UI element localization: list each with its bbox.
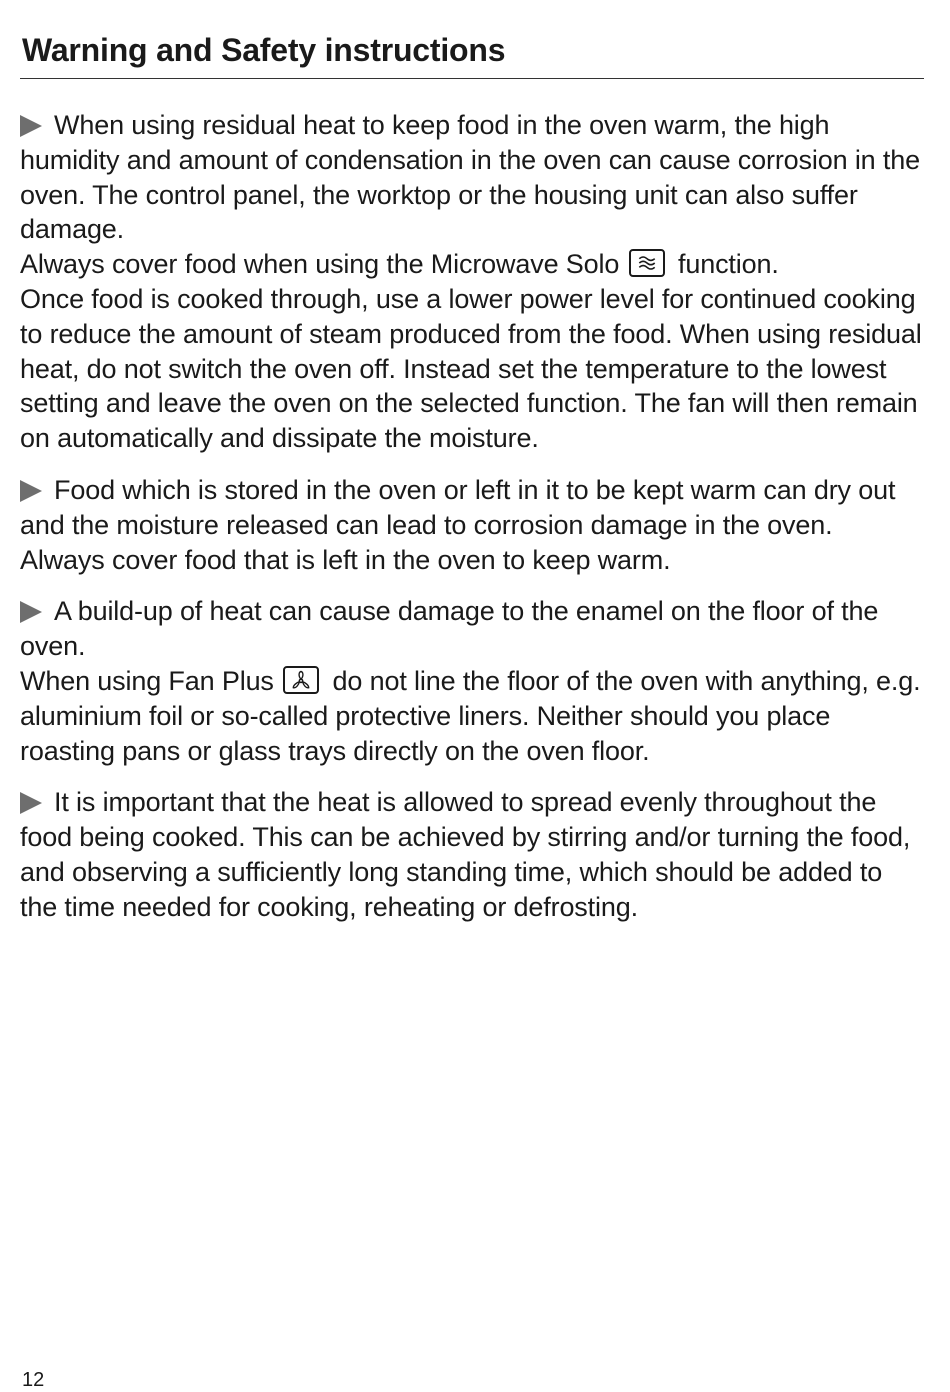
paragraph-text: Food which is stored in the oven or left in it to be kept warm can dry out and the moisture released can lead to corrosion damage in the oven.: [20, 474, 896, 540]
paragraph-text: Always cover food that is left in the oven to keep warm.: [20, 544, 671, 575]
paragraph: [20, 473, 924, 543]
paragraph-text: It is important that the heat is allowed to spread evenly throughout the food being cooked. This can be achieved by stirring and/or turning the food, and observing a sufficiently long standing time, which should be added to the time needed for cooking, reheating or defrosting.: [20, 787, 911, 922]
paragraph: [20, 785, 924, 924]
paragraph: [20, 282, 924, 456]
safety-section-heat-buildup: [20, 594, 924, 768]
triangle-bullet-icon: [20, 480, 42, 502]
paragraph: [20, 664, 924, 768]
fan-plus-icon: [283, 666, 319, 694]
paragraph-text: Once food is cooked through, use a lower power level for continued cooking to reduce the amount of steam produced from the food. When using residual heat, do not switch the oven off. Instead set the temperature to the lowest setting and leave the oven on the selected function. The fan will then remain on automatically and dissipate the moisture.: [20, 283, 922, 454]
safety-section-stored-food: [20, 473, 924, 577]
paragraph-text: Always cover food when using the Microwave Solo: [20, 249, 620, 280]
triangle-bullet-icon: [20, 115, 42, 137]
safety-section-heat-spread: [20, 785, 924, 924]
paragraph-text: When using residual heat to keep food in the oven warm, the high humidity and amount of condensation in the oven can cause corrosion in the oven. The control panel, the worktop or the housing unit can also suffer damage.: [20, 110, 920, 245]
document-body: [20, 108, 924, 942]
paragraph-text: When using Fan Plus: [20, 665, 274, 696]
paragraph-text: A build-up of heat can cause damage to the enamel on the floor of the oven.: [20, 596, 879, 662]
paragraph: [20, 543, 924, 578]
triangle-bullet-icon: [20, 792, 42, 814]
safety-section-residual-heat: [20, 108, 924, 456]
triangle-bullet-icon: [20, 601, 42, 623]
paragraph: [20, 247, 924, 282]
page-title: Warning and Safety instructions: [22, 32, 506, 68]
paragraph: [20, 594, 924, 664]
title-divider: [20, 78, 924, 79]
page-number: 12: [22, 1369, 45, 1391]
paragraph-text: function.: [677, 249, 779, 280]
microwave-solo-icon: [629, 249, 665, 277]
paragraph: [20, 108, 924, 247]
paragraph-text: do not line the floor of the oven with anything, e.g. aluminium foil or so-called protective liners. Neither should you place roasting pans or glass trays directly on the oven floor.: [20, 665, 921, 766]
